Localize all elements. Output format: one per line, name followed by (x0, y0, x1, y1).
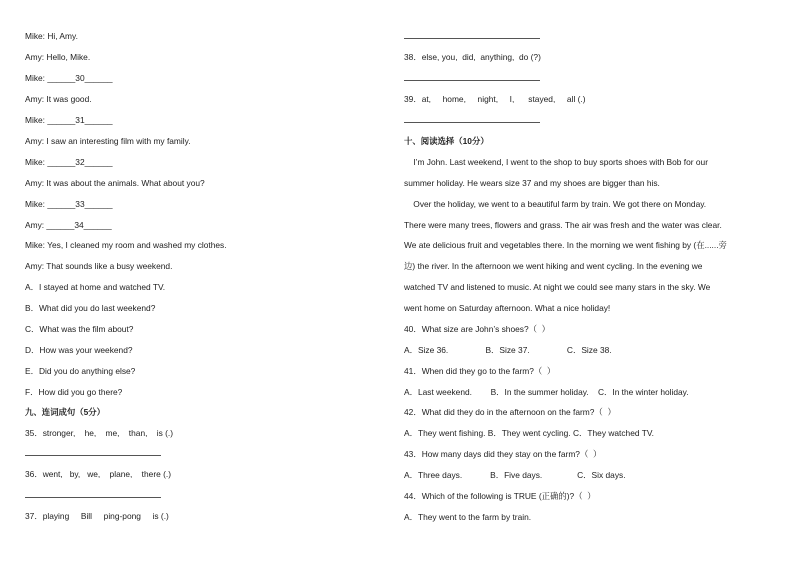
option-e: E．Did you do anything else? (25, 366, 136, 376)
question-37: 37．playing Bill ping-pong is (.) (25, 511, 169, 521)
dialogue-blank-30: Mike: ______30______ (25, 73, 113, 83)
passage-line: went home on Saturday afternoon. What a nice holiday! (404, 303, 611, 313)
question-43-options: A．Three days. B．Five days. C．Six days. (404, 470, 626, 480)
question-40-options: A．Size 36. B．Size 37. C．Size 38. (404, 345, 612, 355)
question-38: 38．else, you, did, anything, do (?) (404, 52, 541, 62)
question-36: 36．went, by, we, plane, there (.) (25, 469, 172, 479)
dialogue-line: Mike: Hi, Amy. (25, 31, 78, 41)
option-a: A．I stayed at home and watched TV. (25, 282, 166, 292)
dialogue-line: Amy: It was good. (25, 94, 92, 104)
answer-line-36 (25, 497, 161, 498)
question-42-options: A．They went fishing. B．They went cycling. C．They watched TV. (404, 428, 654, 438)
passage-line: watched TV and listened to music. At night we could see many stars in the sky. We (404, 282, 711, 292)
question-44-option-a: A．They went to the farm by train. (404, 512, 532, 522)
question-41: 41．When did they go to the farm?（ ） (404, 366, 556, 376)
section-9-title: 九、连词成句（5分） (25, 407, 106, 417)
option-b: B．What did you do last weekend? (25, 303, 156, 313)
passage-line: summer holiday. He wears size 37 and my shoes are bigger than his. (404, 178, 660, 188)
passage-line: 边) the river. In the afternoon we went hiking and went cycling. In the evening we (404, 261, 703, 271)
question-43: 43．How many days did they stay on the farm?（ ） (404, 449, 602, 459)
dialogue-blank-31: Mike: ______31______ (25, 115, 113, 125)
dialogue-blank-33: Mike: ______33______ (25, 199, 113, 209)
passage-line: We ate delicious fruit and vegetables there. In the morning we went fishing by (在......旁 (404, 240, 727, 250)
option-d: D．How was your weekend? (25, 345, 133, 355)
dialogue-line: Amy: Hello, Mike. (25, 52, 91, 62)
question-41-options: A．Last weekend. B．In the summer holiday. C．In the winter holiday. (404, 387, 689, 397)
dialogue-line: Mike: Yes, I cleaned my room and washed my clothes. (25, 240, 227, 250)
passage-line: Over the holiday, we went to a beautiful farm by train. We got there on Monday. (404, 199, 707, 209)
section-10-title: 十、阅读选择（10分） (404, 136, 489, 146)
dialogue-blank-32: Mike: ______32______ (25, 157, 113, 167)
dialogue-line: Amy: I saw an interesting film with my family. (25, 136, 191, 146)
question-44: 44．Which of the following is TRUE (正确的)?（ ） (404, 491, 596, 501)
passage-line: There were many trees, flowers and grass. The air was fresh and the water was clear. (404, 220, 722, 230)
passage-line: I’m John. Last weekend, I went to the shop to buy sports shoes with Bob for our (404, 157, 708, 167)
option-c: C．What was the film about? (25, 324, 134, 334)
answer-line-38 (404, 80, 540, 81)
question-42: 42．What did they do in the afternoon on the farm?（ ） (404, 407, 616, 417)
answer-line-37 (404, 38, 540, 39)
dialogue-blank-34: Amy: ______34______ (25, 220, 112, 230)
option-f: F．How did you go there? (25, 387, 123, 397)
question-39: 39．at, home, night, I, stayed, all (.) (404, 94, 586, 104)
answer-line-35 (25, 455, 161, 456)
dialogue-line: Amy: It was about the animals. What about you? (25, 178, 205, 188)
question-35: 35．stronger, he, me, than, is (.) (25, 428, 174, 438)
answer-line-39 (404, 122, 540, 123)
question-40: 40．What size are John’s shoes?（ ） (404, 324, 551, 334)
dialogue-line: Amy: That sounds like a busy weekend. (25, 261, 173, 271)
